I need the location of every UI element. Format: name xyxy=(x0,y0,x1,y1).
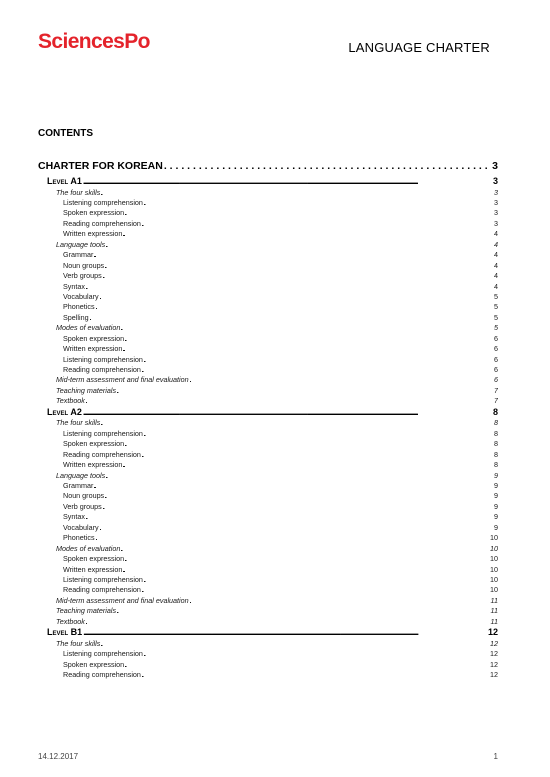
toc-entry-title: Listening comprehension xyxy=(63,354,143,364)
toc-entry[interactable] xyxy=(38,344,498,354)
toc-dot-leader xyxy=(144,198,493,208)
toc-entry-page: 4 xyxy=(494,229,498,239)
toc-dot-leader xyxy=(125,208,493,218)
footer-date: 14.12.2017 xyxy=(38,752,79,761)
toc-entry[interactable] xyxy=(38,670,498,680)
toc-entry-title: Reading comprehension xyxy=(63,365,141,375)
toc-entry-page: 12 xyxy=(487,627,498,638)
toc-entry[interactable] xyxy=(38,533,498,543)
toc-dot-leader xyxy=(125,439,493,449)
toc-entry-title: Written expression xyxy=(63,229,123,239)
toc-dot-leader xyxy=(123,565,489,575)
toc-entry-page: 11 xyxy=(490,595,498,605)
toc-entry[interactable] xyxy=(38,334,498,344)
toc-entry[interactable] xyxy=(38,375,498,385)
toc-entry[interactable] xyxy=(38,554,498,564)
toc-entry-page: 6 xyxy=(494,333,498,343)
toc-entry-title: Reading comprehension xyxy=(63,585,141,595)
toc-entry-page: 12 xyxy=(490,649,498,659)
toc-entry-title: The four skills xyxy=(56,187,101,197)
toc-entry-page: 12 xyxy=(490,638,498,648)
toc-entry-page: 9 xyxy=(494,522,498,532)
toc-entry[interactable] xyxy=(38,565,498,575)
toc-entry-title: Language tools xyxy=(56,239,106,249)
toc-entry-page: 10 xyxy=(490,574,498,584)
toc-entry-page: 8 xyxy=(494,418,498,428)
toc-dot-leader xyxy=(96,533,489,543)
toc-dot-leader xyxy=(142,219,493,229)
toc-entry-page: 12 xyxy=(490,659,498,669)
toc-entry[interactable] xyxy=(38,386,498,396)
toc-dot-leader xyxy=(190,375,493,385)
toc-entry-title: Reading comprehension xyxy=(63,218,141,228)
toc-entry[interactable] xyxy=(38,240,498,250)
toc-entry[interactable] xyxy=(38,606,498,616)
toc-entry-page: 9 xyxy=(494,501,498,511)
toc-entry[interactable] xyxy=(38,491,498,501)
toc-entry-page: 11 xyxy=(490,606,498,616)
toc-entry-title: Reading comprehension xyxy=(63,670,141,680)
toc-entry-page: 10 xyxy=(490,533,498,543)
toc-entry-title: Level A2 xyxy=(47,406,82,417)
toc-dot-leader xyxy=(103,271,493,281)
toc-entry-title: Textbook xyxy=(56,616,85,626)
toc-entry-page: 7 xyxy=(494,396,498,406)
document-title: LANGUAGE CHARTER xyxy=(348,40,490,55)
toc-entry-title: Written expression xyxy=(63,460,123,470)
toc-dot-leader xyxy=(125,554,489,564)
toc-dot-leader xyxy=(103,502,493,512)
toc-dot-leader xyxy=(94,481,493,491)
toc-entry-page: 10 xyxy=(490,564,498,574)
toc-dot-leader xyxy=(106,471,493,481)
toc-dot-leader xyxy=(101,418,493,428)
toc-entry-page: 3 xyxy=(494,187,498,197)
toc-dot-leader xyxy=(142,585,489,595)
toc-dot-leader xyxy=(101,188,493,198)
toc-dot-leader xyxy=(121,323,493,333)
toc-entry[interactable] xyxy=(38,313,498,323)
toc-entry-title: Spoken expression xyxy=(63,208,125,218)
toc-entry-page: 8 xyxy=(494,460,498,470)
toc-entry[interactable] xyxy=(38,407,498,419)
toc-entry-page: 6 xyxy=(494,365,498,375)
toc-entry-title: Level A1 xyxy=(47,176,82,186)
toc-entry[interactable] xyxy=(38,512,498,522)
toc-entry[interactable] xyxy=(38,271,498,281)
toc-entry-title: Listening comprehension xyxy=(63,198,143,208)
toc-entry[interactable] xyxy=(38,396,498,406)
toc-dot-leader xyxy=(105,491,493,501)
toc-entry-title: Teaching materials xyxy=(56,385,117,395)
toc-dot-leader xyxy=(96,302,493,312)
toc-entry[interactable] xyxy=(38,323,498,333)
toc-entry-title: Modes of evaluation xyxy=(56,323,121,333)
toc-entry-title: Mid-term assessment and final evaluation xyxy=(56,375,189,385)
toc-dot-leader xyxy=(121,544,489,554)
toc-entry[interactable] xyxy=(38,429,498,439)
toc-entry-page: 3 xyxy=(494,208,498,218)
toc-dot-leader xyxy=(144,575,489,585)
table-of-contents xyxy=(38,157,498,680)
toc-entry[interactable] xyxy=(38,439,498,449)
toc-entry-page: 4 xyxy=(494,260,498,270)
toc-entry[interactable] xyxy=(38,365,498,375)
toc-entry[interactable] xyxy=(38,282,498,292)
toc-dot-leader xyxy=(86,512,493,522)
toc-entry[interactable] xyxy=(38,596,498,606)
toc-dot-leader xyxy=(142,365,493,375)
toc-entry-title: Textbook xyxy=(56,396,85,406)
toc-entry-title: Phonetics xyxy=(63,302,95,312)
toc-entry-title: Spoken expression xyxy=(63,554,125,564)
toc-entry-page: 8 xyxy=(494,449,498,459)
toc-entry-page: 3 xyxy=(494,198,498,208)
toc-dot-leader xyxy=(86,617,490,627)
toc-entry-page: 6 xyxy=(494,354,498,364)
toc-dot-leader xyxy=(106,240,493,250)
toc-entry-title: Grammar xyxy=(63,481,94,490)
toc-dot-leader xyxy=(117,606,489,616)
toc-entry-title: Listening comprehension xyxy=(63,428,143,438)
toc-entry-title: Teaching materials xyxy=(56,606,117,616)
footer-page-number: 1 xyxy=(493,752,498,761)
toc-entry[interactable] xyxy=(38,460,498,470)
toc-dot-leader xyxy=(83,407,492,419)
toc-dot-leader xyxy=(164,157,491,176)
toc-entry-title: Vocabulary xyxy=(63,291,99,301)
toc-entry[interactable] xyxy=(38,157,498,176)
toc-entry-title: Spelling xyxy=(63,312,89,322)
sciencespo-logo: SciencesPo xyxy=(38,30,150,53)
toc-dot-leader xyxy=(86,282,493,292)
toc-entry-page: 4 xyxy=(494,281,498,291)
toc-entry-title: Listening comprehension xyxy=(63,574,143,584)
toc-entry[interactable] xyxy=(38,261,498,271)
toc-dot-leader xyxy=(83,627,487,639)
toc-dot-leader xyxy=(100,523,493,533)
toc-dot-leader xyxy=(144,429,493,439)
toc-entry-page: 5 xyxy=(494,323,498,333)
toc-entry-page: 12 xyxy=(490,670,498,680)
toc-entry[interactable] xyxy=(38,575,498,585)
toc-entry-page: 7 xyxy=(494,385,498,395)
toc-entry-page: 6 xyxy=(494,344,498,354)
toc-dot-leader xyxy=(123,344,493,354)
toc-entry-page: 10 xyxy=(490,543,498,553)
toc-entry-page: 4 xyxy=(494,239,498,249)
toc-entry-page: 8 xyxy=(494,428,498,438)
toc-entry-page: 5 xyxy=(494,302,498,312)
toc-dot-leader xyxy=(100,292,493,302)
toc-dot-leader xyxy=(190,596,490,606)
toc-entry-title: Written expression xyxy=(63,344,123,354)
toc-entry-page: 11 xyxy=(490,616,498,626)
toc-entry[interactable] xyxy=(38,585,498,595)
toc-entry-title: Vocabulary xyxy=(63,522,99,532)
toc-entry-title: Syntax xyxy=(63,281,85,291)
toc-entry[interactable] xyxy=(38,617,498,627)
toc-entry-title: Noun groups xyxy=(63,260,105,270)
toc-entry-title: Spoken expression xyxy=(63,659,125,669)
toc-entry-title: Spoken expression xyxy=(63,439,125,449)
toc-entry-page: 4 xyxy=(494,250,498,260)
toc-entry[interactable] xyxy=(38,450,498,460)
toc-entry-page: 9 xyxy=(494,491,498,501)
toc-dot-leader xyxy=(142,450,493,460)
toc-entry[interactable] xyxy=(38,250,498,260)
toc-entry-title: Syntax xyxy=(63,512,85,522)
toc-entry-page: 6 xyxy=(494,375,498,385)
toc-entry-title: The four skills xyxy=(56,418,101,428)
toc-entry[interactable] xyxy=(38,544,498,554)
toc-entry-page: 8 xyxy=(492,406,498,417)
toc-entry-title: CHARTER FOR KOREAN xyxy=(38,160,163,172)
toc-entry-title: Listening comprehension xyxy=(63,649,143,659)
toc-entry-title: Phonetics xyxy=(63,533,95,543)
toc-dot-leader xyxy=(125,660,489,670)
toc-dot-leader xyxy=(105,261,493,271)
toc-entry-title: Level B1 xyxy=(47,627,83,638)
toc-entry[interactable] xyxy=(38,219,498,229)
toc-dot-leader xyxy=(94,250,493,260)
toc-entry[interactable] xyxy=(38,355,498,365)
toc-dot-leader xyxy=(90,313,493,323)
toc-entry[interactable] xyxy=(38,229,498,239)
contents-heading: CONTENTS xyxy=(38,128,93,139)
toc-entry[interactable] xyxy=(38,481,498,491)
toc-entry-title: Verb groups xyxy=(63,501,102,511)
toc-entry[interactable] xyxy=(38,188,498,198)
toc-entry-title: Mid-term assessment and final evaluation xyxy=(56,595,189,605)
toc-dot-leader xyxy=(117,386,493,396)
toc-entry[interactable] xyxy=(38,292,498,302)
toc-entry[interactable] xyxy=(38,198,498,208)
toc-entry-title: Written expression xyxy=(63,564,123,574)
toc-entry-page: 5 xyxy=(494,312,498,322)
toc-entry[interactable] xyxy=(38,627,498,639)
toc-entry-title: Spoken expression xyxy=(63,333,125,343)
toc-entry[interactable] xyxy=(38,649,498,659)
toc-entry-title: The four skills xyxy=(56,638,101,648)
toc-entry-page: 3 xyxy=(492,176,498,186)
toc-entry-page: 5 xyxy=(494,291,498,301)
toc-entry-title: Modes of evaluation xyxy=(56,543,121,553)
toc-entry-title: Noun groups xyxy=(63,491,105,501)
toc-dot-leader xyxy=(142,670,489,680)
toc-entry-title: Reading comprehension xyxy=(63,449,141,459)
toc-dot-leader xyxy=(123,229,493,239)
toc-entry-page: 4 xyxy=(494,271,498,281)
toc-entry-page: 8 xyxy=(494,439,498,449)
toc-entry[interactable] xyxy=(38,471,498,481)
toc-entry-title: Verb groups xyxy=(63,271,102,281)
toc-entry[interactable] xyxy=(38,176,498,188)
toc-entry-title: Language tools xyxy=(56,470,106,480)
toc-dot-leader xyxy=(123,460,493,470)
toc-dot-leader xyxy=(101,639,489,649)
toc-entry-page: 9 xyxy=(494,512,498,522)
toc-entry-page: 9 xyxy=(494,481,498,490)
toc-entry-page: 9 xyxy=(494,470,498,480)
toc-dot-leader xyxy=(144,355,493,365)
toc-dot-leader xyxy=(83,176,492,188)
toc-entry-page: 3 xyxy=(494,218,498,228)
toc-entry[interactable] xyxy=(38,302,498,312)
toc-entry-page: 3 xyxy=(492,160,498,172)
toc-dot-leader xyxy=(86,396,493,406)
toc-entry[interactable] xyxy=(38,639,498,649)
toc-entry-page: 10 xyxy=(490,554,498,564)
toc-entry[interactable] xyxy=(38,208,498,218)
toc-dot-leader xyxy=(125,334,493,344)
toc-dot-leader xyxy=(144,649,489,659)
toc-entry[interactable] xyxy=(38,523,498,533)
toc-entry-page: 10 xyxy=(490,585,498,595)
toc-entry[interactable] xyxy=(38,502,498,512)
toc-entry[interactable] xyxy=(38,660,498,670)
toc-entry-title: Grammar xyxy=(63,250,94,260)
toc-entry[interactable] xyxy=(38,418,498,428)
